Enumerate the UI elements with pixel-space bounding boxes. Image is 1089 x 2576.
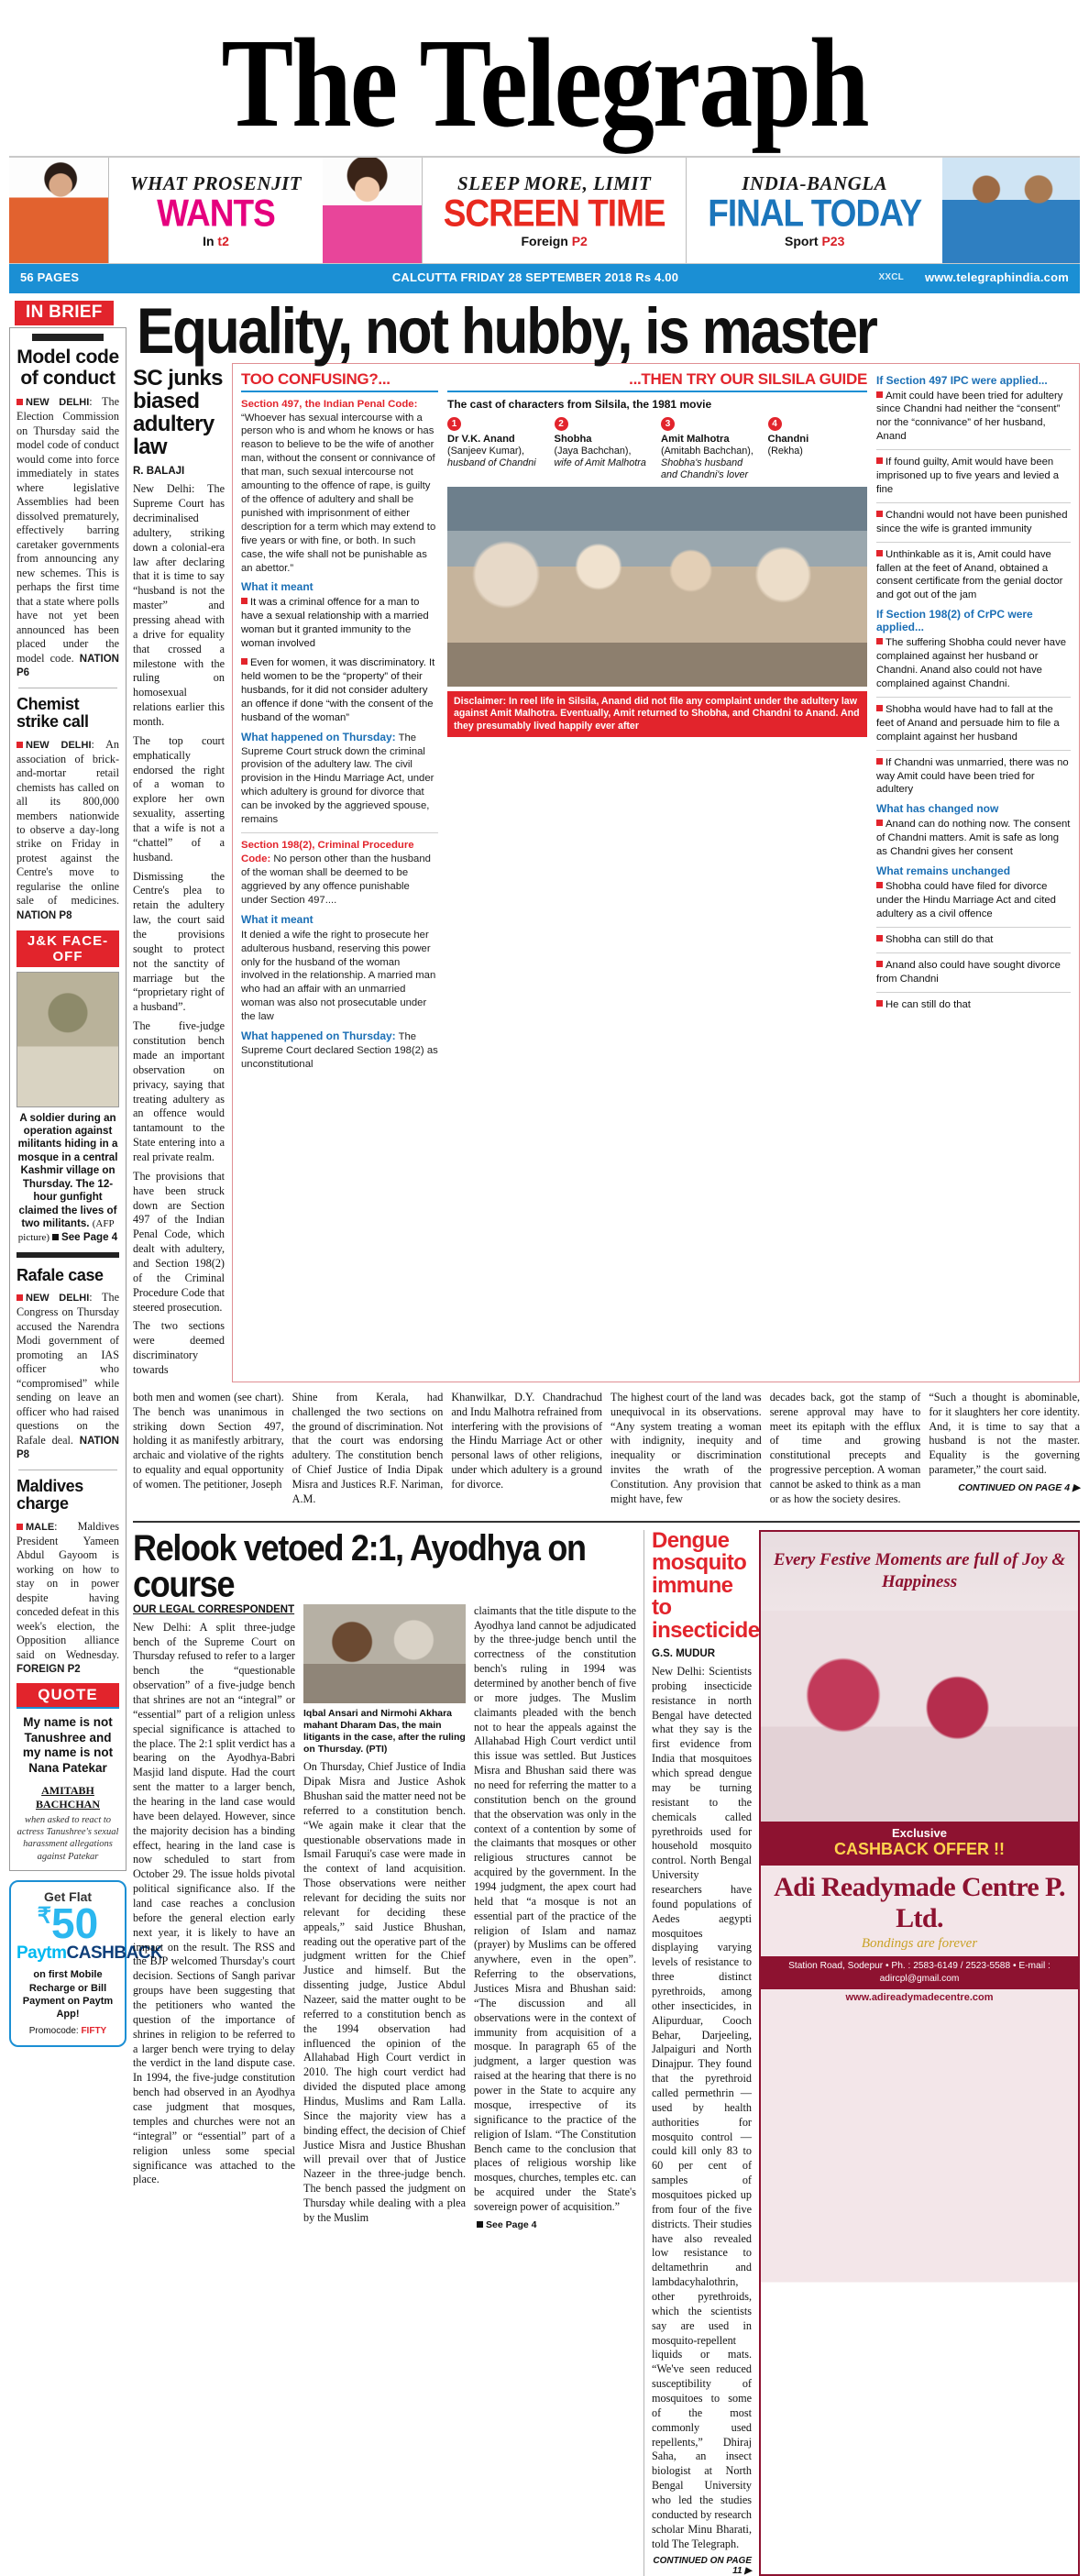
ayodhya-story bbox=[133, 1526, 636, 2576]
lead-paragraph: The two sections were deemed discriminatory towards bbox=[133, 1319, 225, 1376]
masthead bbox=[9, 0, 1080, 156]
divider bbox=[876, 697, 1071, 698]
scenario-bullet: Shobha could have filed for divorce under the Hindu Marriage Act and cited adultery as a civil offence bbox=[876, 881, 1056, 919]
what-it-meant-text-2: It denied a wife the right to prosecute her adulterous husband, reserving this power only for the husband of the woman involved in the relationship. A married man who had an affair with an unmarried woman was also not prosecutable under the law bbox=[241, 929, 436, 1023]
kashmir-photo-caption: A soldier during an operation against militants hiding in a mosque in a central Kashmir village on Thursday. The 12-hour gunfight claimed the lives of two militants. (AFP picture) See Page 4 bbox=[17, 1111, 118, 1244]
promo-item-cricket[interactable] bbox=[686, 158, 942, 263]
ayodhya-text: claimants that the title dispute to the Ayodhya land cannot be adjudicated by the three-judge bench until the correctness of the constitution bench's ruling in 1994 was determined by another bench of five or more judges. The Muslim claimants pleaded with the bench not to hear the appeals against the Allahabad High Court verdict until this issue was settled. But Justices Misra and Bhushan said there was no need for referring the matter to a constitution bench on the ground that the observation was only in the context of a contention by some of the claimants that mosques or other religious structures cannot be acquired by the government. In the 1994 judgment, the apex court had held that “a mosque is not an essential part of the practice of the religion of Islam and namaz (prayer) by Muslims can be offered anywhere, even in the open”. Referring to the observations, Justices Misra and Bhushan said: “The discussion and all observations were in the context of immunity from acquisition of a mosque. In paragraph 65 of the judgment, a larger question was raised at the hearing that there is no power in the State to acquire any mosque, irrespective of its significance to the practice of the religion of Islam. “The Constitution Bench came to the conclusion that places of religious worship like mosques, churches, temples etc. can be acquired under the State's sovereign power of acquisition.” bbox=[474, 1603, 636, 2213]
bullet-square-icon bbox=[876, 758, 883, 765]
brief-headline-rafale[interactable]: Rafale case bbox=[16, 1265, 104, 1284]
lead-paragraph: The five-judge constitution bench made an important observation on privacy, saying that treating adultery as an offence would tantamount to the State entering into a real private realm. bbox=[133, 1019, 225, 1163]
dengue-byline: G.S. MUDUR bbox=[652, 1648, 715, 1660]
bullet-square-icon bbox=[876, 550, 883, 556]
ad-exclusive-label: Exclusive bbox=[892, 1825, 947, 1840]
body-grid bbox=[9, 297, 1080, 2576]
jump-column bbox=[610, 1391, 762, 1512]
infobox-bullet: It was a criminal offence for a man to have a sexual relationship with a married woman but it granted immunity to the woman involved bbox=[241, 597, 429, 650]
jump-text: both men and women (see chart). The bench was unanimous in striking down Section 497, holding it as manifestly arbitrary, archaic and violative of the rights to equality and equal opportunity of women. The petitioner, Joseph bbox=[133, 1390, 284, 1491]
adi-readymade-ad[interactable] bbox=[759, 1530, 1080, 2576]
scenario-bullet: The suffering Shobha could never have complained against her husband or Chandni. Anand also could not have complained against Chandni. bbox=[876, 637, 1066, 690]
continued-link[interactable]: CONTINUED ON PAGE 4 ▶ bbox=[958, 1481, 1081, 1493]
brief-text: NEW DELHI: The Election Commission on Thursday said the model code of conduct would come into force immediately in states where legislative Assemblies had been dissolved prematurely, effectively barring caretaker governments from announcing any new schemes. This is perhaps the first time that a state where polls have not yet been announced has been placed under the model code. NATION P6 bbox=[16, 395, 119, 679]
dengue-headline[interactable]: Dengue mosquito immune to insecticide bbox=[652, 1527, 760, 1643]
what-happened-thursday-2: What happened on Thursday: The Supreme Court declared Section 198(2) as unconstitutional bbox=[241, 1029, 438, 1070]
brief-text: NEW DELHI: An association of brick-and-mortar retail chemists has called on all its 800,000 members nationwide to observe a day-long strike on Friday in protest against the Centre's move to regularise the online sale of medicines. NATION P8 bbox=[16, 737, 119, 921]
jump-column bbox=[133, 1391, 284, 1512]
lead-story-column bbox=[133, 363, 225, 1382]
jump-text: decades back, got the stamp of serene approval may have to meet its epitaph with the efflux of time and growing constitutional precepts and progressive perception. A woman cannot be asked to think as a man or as how the society desires. bbox=[769, 1390, 921, 1505]
infobox-title-right: ...THEN TRY OUR SILSILA GUIDE bbox=[447, 370, 867, 392]
promo-main-label: WANTS bbox=[157, 192, 275, 235]
quote-text: My name is not Tanushree and my name is not Nana Patekar bbox=[22, 1714, 114, 1776]
quote-tag: QUOTE bbox=[16, 1683, 119, 1707]
lead-byline: R. BALAJI bbox=[133, 466, 185, 478]
dengue-continued-link[interactable]: CONTINUED ON PAGE 11 ▶ bbox=[653, 2556, 752, 2576]
ayodhya-column bbox=[133, 1604, 295, 2231]
lead-headline[interactable]: Equality, not hubby, is master bbox=[137, 295, 876, 368]
main-column bbox=[133, 297, 1080, 2576]
cast-number-badge: 3 bbox=[661, 417, 675, 431]
in-brief-divider bbox=[32, 334, 104, 341]
ayodhya-headline[interactable]: Relook vetoed 2:1, Ayodhya on course bbox=[133, 1526, 586, 1605]
scenario-title: If Section 198(2) of CrPC were applied... bbox=[876, 608, 1033, 634]
cast-role: husband of Chandni bbox=[447, 457, 536, 468]
paytm-ad[interactable] bbox=[9, 1880, 163, 2047]
divider bbox=[876, 542, 1071, 543]
divider-double bbox=[16, 1252, 119, 1258]
bullet-square-icon bbox=[876, 391, 883, 398]
promo-kicker: WHAT PROSENJIT bbox=[129, 171, 302, 194]
ad-cashback-label: CASHBACK OFFER !! bbox=[834, 1839, 1005, 1858]
bullet-square-icon bbox=[241, 598, 248, 604]
quote-context: when asked to react to actress Tanushree's sexual harassment allegations against Patekar bbox=[16, 1815, 119, 1862]
bullet-square-icon bbox=[876, 820, 883, 826]
infobox-column-too-confusing bbox=[241, 370, 438, 1077]
scenario-title: If Section 497 IPC were applied... bbox=[876, 373, 1048, 387]
bullet-square-icon bbox=[52, 1234, 59, 1240]
scenario-bullet: If found guilty, Amit would have been imprisoned up to five years and levied a fine bbox=[876, 457, 1060, 495]
ad-brand-name: Adi Readymade Centre P. Ltd. bbox=[774, 1871, 1065, 1933]
bullet-square-icon bbox=[16, 1294, 23, 1301]
paytm-get-flat: Get Flat bbox=[43, 1888, 93, 1904]
ayodhya-photo-caption: Iqbal Ansari and Nirmohi Akhara mahant Dharam Das, the main litigants in the case, after the ruling on Thursday. (PTI) bbox=[303, 1707, 466, 1756]
lead-paragraph: New Delhi: The Supreme Court has decriminalised adultery, striking down a colonial-era law after declaring that it is time to say “husband is not the master” and pressing ahead with a drive for equality that crossed a milestone with the ruling on homosexual relations earlier this month. bbox=[133, 482, 225, 729]
child-screen-photo bbox=[323, 158, 422, 263]
ayodhya-litigants-photo bbox=[303, 1604, 466, 1703]
divider bbox=[876, 502, 1071, 503]
cast-row bbox=[447, 417, 867, 481]
divider bbox=[876, 952, 1071, 953]
cast-member bbox=[768, 417, 868, 481]
kashmir-soldier-photo bbox=[16, 972, 119, 1107]
scenario-bullet: Anand can do nothing now. The consent of Chandni matters. Amit is safe as long as Chandni gives her consent bbox=[876, 819, 1071, 858]
scenario-title: What has changed now bbox=[876, 802, 999, 816]
promo-strip bbox=[9, 156, 1080, 264]
jump-text: “Such a thought is abominable, for it slaughters her core identity. And, it is time to say that a husband is not the master. Equality is the governing parameter,” the court said. bbox=[929, 1390, 1081, 1477]
scenario-bullet: Unthinkable as it is, Amit could have fallen at the feet of Anand, obtained a consent certificate from the genial doctor and got out of the jam bbox=[876, 548, 1063, 601]
cast-number-badge: 4 bbox=[768, 417, 782, 431]
ayodhya-column bbox=[474, 1604, 636, 2231]
section-497-text: Section 497, the Indian Penal Code: “Whoever has sexual intercourse with a person who is and whom he knows or has reason to believe to be the wife of another man, without the consent or connivance of that man, such sexual intercourse not amounting to the offence of rape, is guilty of the offence of adultery and shall be punished with imprisonment of either description for a term which may extend to five years or with fine, or both. In such case, the wife shall not be punishable as an abettor.” bbox=[241, 398, 436, 574]
date-bar bbox=[9, 264, 1080, 290]
ayodhya-text: New Delhi: A split three-judge bench of the Supreme Court on Thursday refused to refer to a larger bench the “questionable observation” of a five-judge bench that shrines are not an “integral” or “essential” part of a religion unless special significance is attached to the place. The 2:1 split verdict has a bearing on the Ayodhya-Babri Masjid land dispute. Had the court sent the matter to a larger bench, the hearing in the land case would have been delayed. However, since the majority decision has a binding effect, hearing in the land case is now scheduled to start from October 29. The issue holds pivotal political significance also. If the land case reaches a conclusion before the general election early next year, it is likely to have an impact on the result. The RSS and the BJP welcomed Thursday's court decision. Sections of Sangh parivar groups have been suggesting that the petitioners who wanted the question of the importance of shrines in religion to be referred to a larger bench were trying to delay the verdict in the land dispute case. In 1994, the five-judge constitution bench had observed in an Ayodhya case judgment that mosques, temples and churches were not an “integral” or “essential” part of a religion unless some special significance was attached to the place. bbox=[133, 1620, 295, 2186]
quote-rule bbox=[16, 1707, 119, 1709]
ayodhya-column bbox=[303, 1604, 466, 2231]
bullet-square-icon bbox=[477, 2221, 483, 2228]
divider bbox=[876, 750, 1071, 751]
masthead-title: The Telegraph bbox=[221, 12, 868, 154]
cast-note: The cast of characters from Silsila, the 1981 movie bbox=[447, 397, 712, 411]
ayodhya-text: On Thursday, Chief Justice of India Dipak Misra and Justice Ashok Bhushan said the matter need not be referred to a constitution bench. “We again make it clear that the questionable observations made in Ismail Faruqui's case were made in the context of land acquisition. Those observations were neither relevant for deciding the suits nor relevant for deciding these appeals,” said Justice Bhushan, reading out the operative part of the judgment written for the Chief Justice and himself. But the dissenting judge, Justice Abdul Nazeer, said the matter ought to be referred to a constitution bench as the 1994 observation had influenced the opinion of the Allahabad High Court verdict in 2010. The high court verdict had divided the disputed place among Hindus, Muslims and Ram Lalla. Since the majority view has a binding effect, the decision of Chief Justice Misra and Justice Bhushan will prevail over that of Justice Nazeer in the three-judge bench. The bench passed the judgment on Thursday while dealing with a plea by the Muslim bbox=[303, 1760, 466, 2224]
in-brief-tag: IN BRIEF bbox=[15, 301, 114, 325]
silsila-movie-still bbox=[447, 487, 867, 687]
cast-name: Amit Malhotra bbox=[661, 433, 730, 445]
scenario-bullet: If Chandni was unmarried, there was no way Amit could have been tried for adultery bbox=[876, 756, 1069, 796]
ad-tagline: Bondings are forever bbox=[861, 1935, 978, 1951]
adultery-law-infobox bbox=[232, 363, 1080, 1382]
divider bbox=[876, 927, 1071, 928]
divider bbox=[241, 832, 438, 833]
promo-kicker: INDIA-BANGLA bbox=[742, 171, 888, 194]
bottom-advertisement[interactable] bbox=[759, 1530, 1080, 2576]
lead-paragraph: Dismissing the Centre's plea to retain the adultery law, the court said the provisions sought to protect not the sanctity of marriage but the “proprietary right of a husband”. bbox=[133, 869, 225, 1014]
divider bbox=[876, 992, 1071, 993]
scenario-bullet: Chandni would not have been punished since the wife is granted immunity bbox=[876, 509, 1068, 534]
promo-ref: Foreign P2 bbox=[521, 234, 588, 249]
ad-website[interactable]: www.adireadymadecentre.com bbox=[845, 1992, 994, 2004]
scenario-bullet: Shobha can still do that bbox=[876, 933, 1071, 947]
what-it-meant-title: What it meant bbox=[241, 580, 314, 594]
brief-text: MALE: Maldives President Yameen Abdul Gayoom is working on how to stay on in power despite having conceded defeat in this week's election, the Opposition alliance said on Wednesday. FOREIGN P2 bbox=[16, 1519, 120, 1676]
ad-slogan-band bbox=[761, 1532, 1078, 1611]
cast-name: Shobha bbox=[554, 433, 592, 445]
promo-ref: In t2 bbox=[203, 234, 229, 249]
in-brief-box bbox=[9, 327, 126, 1871]
bullet-square-icon bbox=[876, 638, 883, 644]
cast-member bbox=[661, 417, 761, 481]
lead-columns bbox=[133, 363, 1080, 1382]
paytm-promocode: Promocode: FIFTY bbox=[28, 2025, 107, 2036]
dengue-story bbox=[644, 1527, 760, 2576]
jump-text: Shine from Kerala, had challenged the two sections on the ground of discrimination. Not that the court was endorsing adultery. The constitution bench of Chief Justice of India Dipak Misra and Justices R.F. Nariman, A.M. bbox=[292, 1390, 444, 1505]
brief-headline-maldives[interactable]: Maldives charge bbox=[16, 1476, 83, 1514]
divider bbox=[876, 449, 1071, 450]
cast-number-badge: 1 bbox=[447, 417, 461, 431]
jump-column bbox=[929, 1391, 1080, 1512]
bullet-square-icon bbox=[876, 705, 883, 711]
cast-actor: (Rekha) bbox=[767, 445, 803, 457]
cast-member bbox=[447, 417, 547, 481]
lower-section bbox=[133, 1526, 1080, 2576]
brief-headline-chemist-strike[interactable]: Chemist strike call bbox=[16, 694, 89, 732]
brief-headline-model-code[interactable]: Model code of conduct bbox=[16, 347, 119, 389]
jump-column bbox=[770, 1391, 921, 1512]
ad-models-photo bbox=[761, 1611, 1078, 1822]
cast-number-badge: 2 bbox=[555, 417, 568, 431]
section-divider bbox=[133, 1521, 1080, 1523]
quote-author: AMITABH BACHCHAN bbox=[35, 1784, 100, 1811]
silsila-disclaimer: Disclaimer: In reel life in Silsila, Anand did not file any complaint under the adultery law against Amit Malhotra. Eventually, Amit returned to Shobha, and Chandni to Anand. And they presumably lived happily ever after bbox=[447, 691, 867, 738]
promo-main-label: SCREEN TIME bbox=[443, 192, 666, 235]
cast-role: wife of Amit Malhotra bbox=[554, 457, 646, 468]
lead-jump-columns bbox=[133, 1391, 1080, 1512]
paytm-amount: ₹50 bbox=[37, 1899, 99, 1947]
bullet-square-icon bbox=[876, 882, 883, 888]
lead-subheadline: SC junks biased adultery law bbox=[133, 365, 223, 460]
cast-member bbox=[555, 417, 654, 481]
jump-text: The highest court of the land was unequivocal in its observations. “Any system treating a woman with indignity, inequity and inequality or discrimination invites the wrath of the Constitution. Any provision that might have, few bbox=[610, 1390, 762, 1505]
page-count: 56 PAGES bbox=[20, 270, 80, 284]
bullet-square-icon bbox=[876, 961, 883, 967]
ayodhya-byline: OUR LEGAL CORRESPONDENT bbox=[133, 1603, 295, 1615]
cast-actor: (Amitabh Bachchan), bbox=[661, 445, 754, 457]
cast-role: Shobha's husband and Chandni's lover bbox=[661, 457, 749, 480]
paytm-terms: on first Mobile Recharge or Bill Payment on Paytm App! bbox=[22, 1969, 114, 2020]
brief-text: NEW DELHI: The Congress on Thursday accused the Narendra Modi government of promoting an IAS officer who “compromised” while sending on leave an officer who had raised questions on the Rafale deal. NATION P8 bbox=[16, 1291, 119, 1461]
jump-column bbox=[451, 1391, 602, 1512]
cast-name: Dr V.K. Anand bbox=[447, 433, 515, 445]
jump-column bbox=[292, 1391, 444, 1512]
bullet-square-icon bbox=[876, 1000, 883, 1007]
infobox-column-scenarios bbox=[876, 370, 1071, 1077]
bullet-square-icon bbox=[876, 511, 883, 517]
bullet-square-icon bbox=[16, 399, 23, 405]
ayodhya-columns bbox=[133, 1604, 636, 2231]
scenario-bullet: Amit could have been tried for adultery since Chandni had neither the “consent” nor the “connivance” of her husband, Anand bbox=[876, 390, 1063, 443]
lead-paragraph: The top court emphatically endorsed the right of a woman to explore her own sexuality, asserting that a wife is not a “chattel” of a husband. bbox=[133, 733, 225, 864]
infobox-title-left: TOO CONFUSING?... bbox=[241, 370, 438, 392]
cast-name: Chandni bbox=[767, 433, 809, 445]
volume-code: XXCL bbox=[878, 271, 904, 282]
ayodhya-see-page[interactable]: See Page 4 bbox=[474, 2219, 636, 2231]
scenario-title: What remains unchanged bbox=[876, 864, 1011, 878]
bullet-square-icon bbox=[876, 457, 883, 464]
bullet-square-icon bbox=[876, 935, 883, 941]
infobox-column-silsila bbox=[447, 370, 867, 1077]
what-it-meant-title-2: What it meant bbox=[241, 912, 314, 926]
infobox-bullet: Even for women, it was discriminatory. It held women to be the “property” of their husbands, for it did not consider adultery an offence if done “with the consent of the husband of the woman” bbox=[241, 657, 435, 723]
ad-cashback-band bbox=[761, 1822, 1078, 1866]
paytm-brand: PaytmCASHBACK bbox=[16, 1943, 163, 1964]
bullet-square-icon bbox=[16, 1524, 23, 1530]
place-and-date: CALCUTTA FRIDAY 28 SEPTEMBER 2018 Rs 4.00 bbox=[391, 270, 679, 284]
cast-actor: (Jaya Bachchan), bbox=[554, 445, 632, 457]
ad-slogan: Every Festive Moments are full of Joy & Happiness bbox=[773, 1549, 1066, 1591]
website-url[interactable]: www.telegraphindia.com bbox=[924, 270, 1069, 284]
prosenjit-photo bbox=[9, 158, 108, 263]
promo-main-label: FINAL TODAY bbox=[708, 192, 922, 235]
cricketers-photo bbox=[942, 158, 1080, 263]
ad-address: Station Road, Sodepur • Ph. : 2583-6149 / 2523-5588 • E-mail : adircpl@gmail.com bbox=[761, 1956, 1078, 1990]
infobox-columns bbox=[241, 370, 1071, 1077]
scenario-bullet: He can still do that bbox=[876, 998, 1071, 1012]
dengue-text: New Delhi: Scientists probing insecticide resistance in north Bengal have detected what they say is the first evidence from India that mosquitoes which spread dengue may be turning resistant to the chemicals called pyrethroids used for household mosquito control. North Bengal University researchers have found populations of Aedes aegypti mosquitoes displaying varying levels of resistance to three distinct pyrethroids, among other insecticides, in Alipurduar, Cooch Behar, Darjeeling, Jalpaiguri and North Dinajpur. They found that the pyrethroid called permethrin — used by health authorities for mosquito control — could kill only 83 to 60 per cent of samples of mosquitoes picked up from four of the five districts. Their studies have also revealed low resistance to deltamethrin and lambdacyhalothrin, other pyrethroids, which the scientists say are used in mosquito-repellent liquids or mats. “We've seen reduced susceptibility of mosquitoes to some of the most commonly used repellents,” Dhiraj Saha, an insect biologist at North Bengal University who led the studies conducted by research scholar Minu Bharati, told The Telegraph. bbox=[652, 1665, 752, 2550]
what-happened-thursday: What happened on Thursday: The Supreme Court struck down the criminal provision of the adultery law. The civil provision in the Hindu Marriage Act, under which adultery is ground for divorce that can be invoked by the aggrieved spouse, remains bbox=[241, 730, 434, 826]
promo-kicker: SLEEP MORE, LIMIT bbox=[456, 171, 652, 194]
lead-paragraph: The provisions that have been struck down are Section 497 of the Indian Penal Code, which dealt with adultery, and Section 198(2) of the Criminal Procedure Code that steered prosecution. bbox=[133, 1169, 225, 1314]
bullet-square-icon bbox=[16, 742, 23, 748]
scenario-bullet: Anand also could have sought divorce from Chandni bbox=[876, 959, 1061, 985]
section-198-text: Section 198(2), Criminal Procedure Code: No person other than the husband of the woman shall be deemed to be aggrieved by any offence punishable under Section 497.... bbox=[241, 839, 431, 906]
promo-item-screentime[interactable] bbox=[422, 158, 686, 263]
promo-item-prosenjit[interactable] bbox=[108, 158, 323, 263]
jump-text: Khanwilkar, D.Y. Chandrachud and Indu Malhotra refrained from interfering with the provisions of the Hindu Marriage Act or other personal laws of other religions, under which adultery is a ground for divorce. bbox=[451, 1390, 603, 1491]
promo-ref: Sport P23 bbox=[785, 234, 845, 249]
jk-face-off-tag: J&K FACE-OFF bbox=[16, 930, 119, 967]
cast-actor: (Sanjeev Kumar), bbox=[447, 445, 525, 457]
bullet-square-icon bbox=[241, 658, 248, 665]
scenario-bullet: Shobha would have had to fall at the feet of Anand and persuade him to file a complaint against her husband bbox=[876, 703, 1060, 743]
date-bar-rule bbox=[9, 290, 1080, 293]
